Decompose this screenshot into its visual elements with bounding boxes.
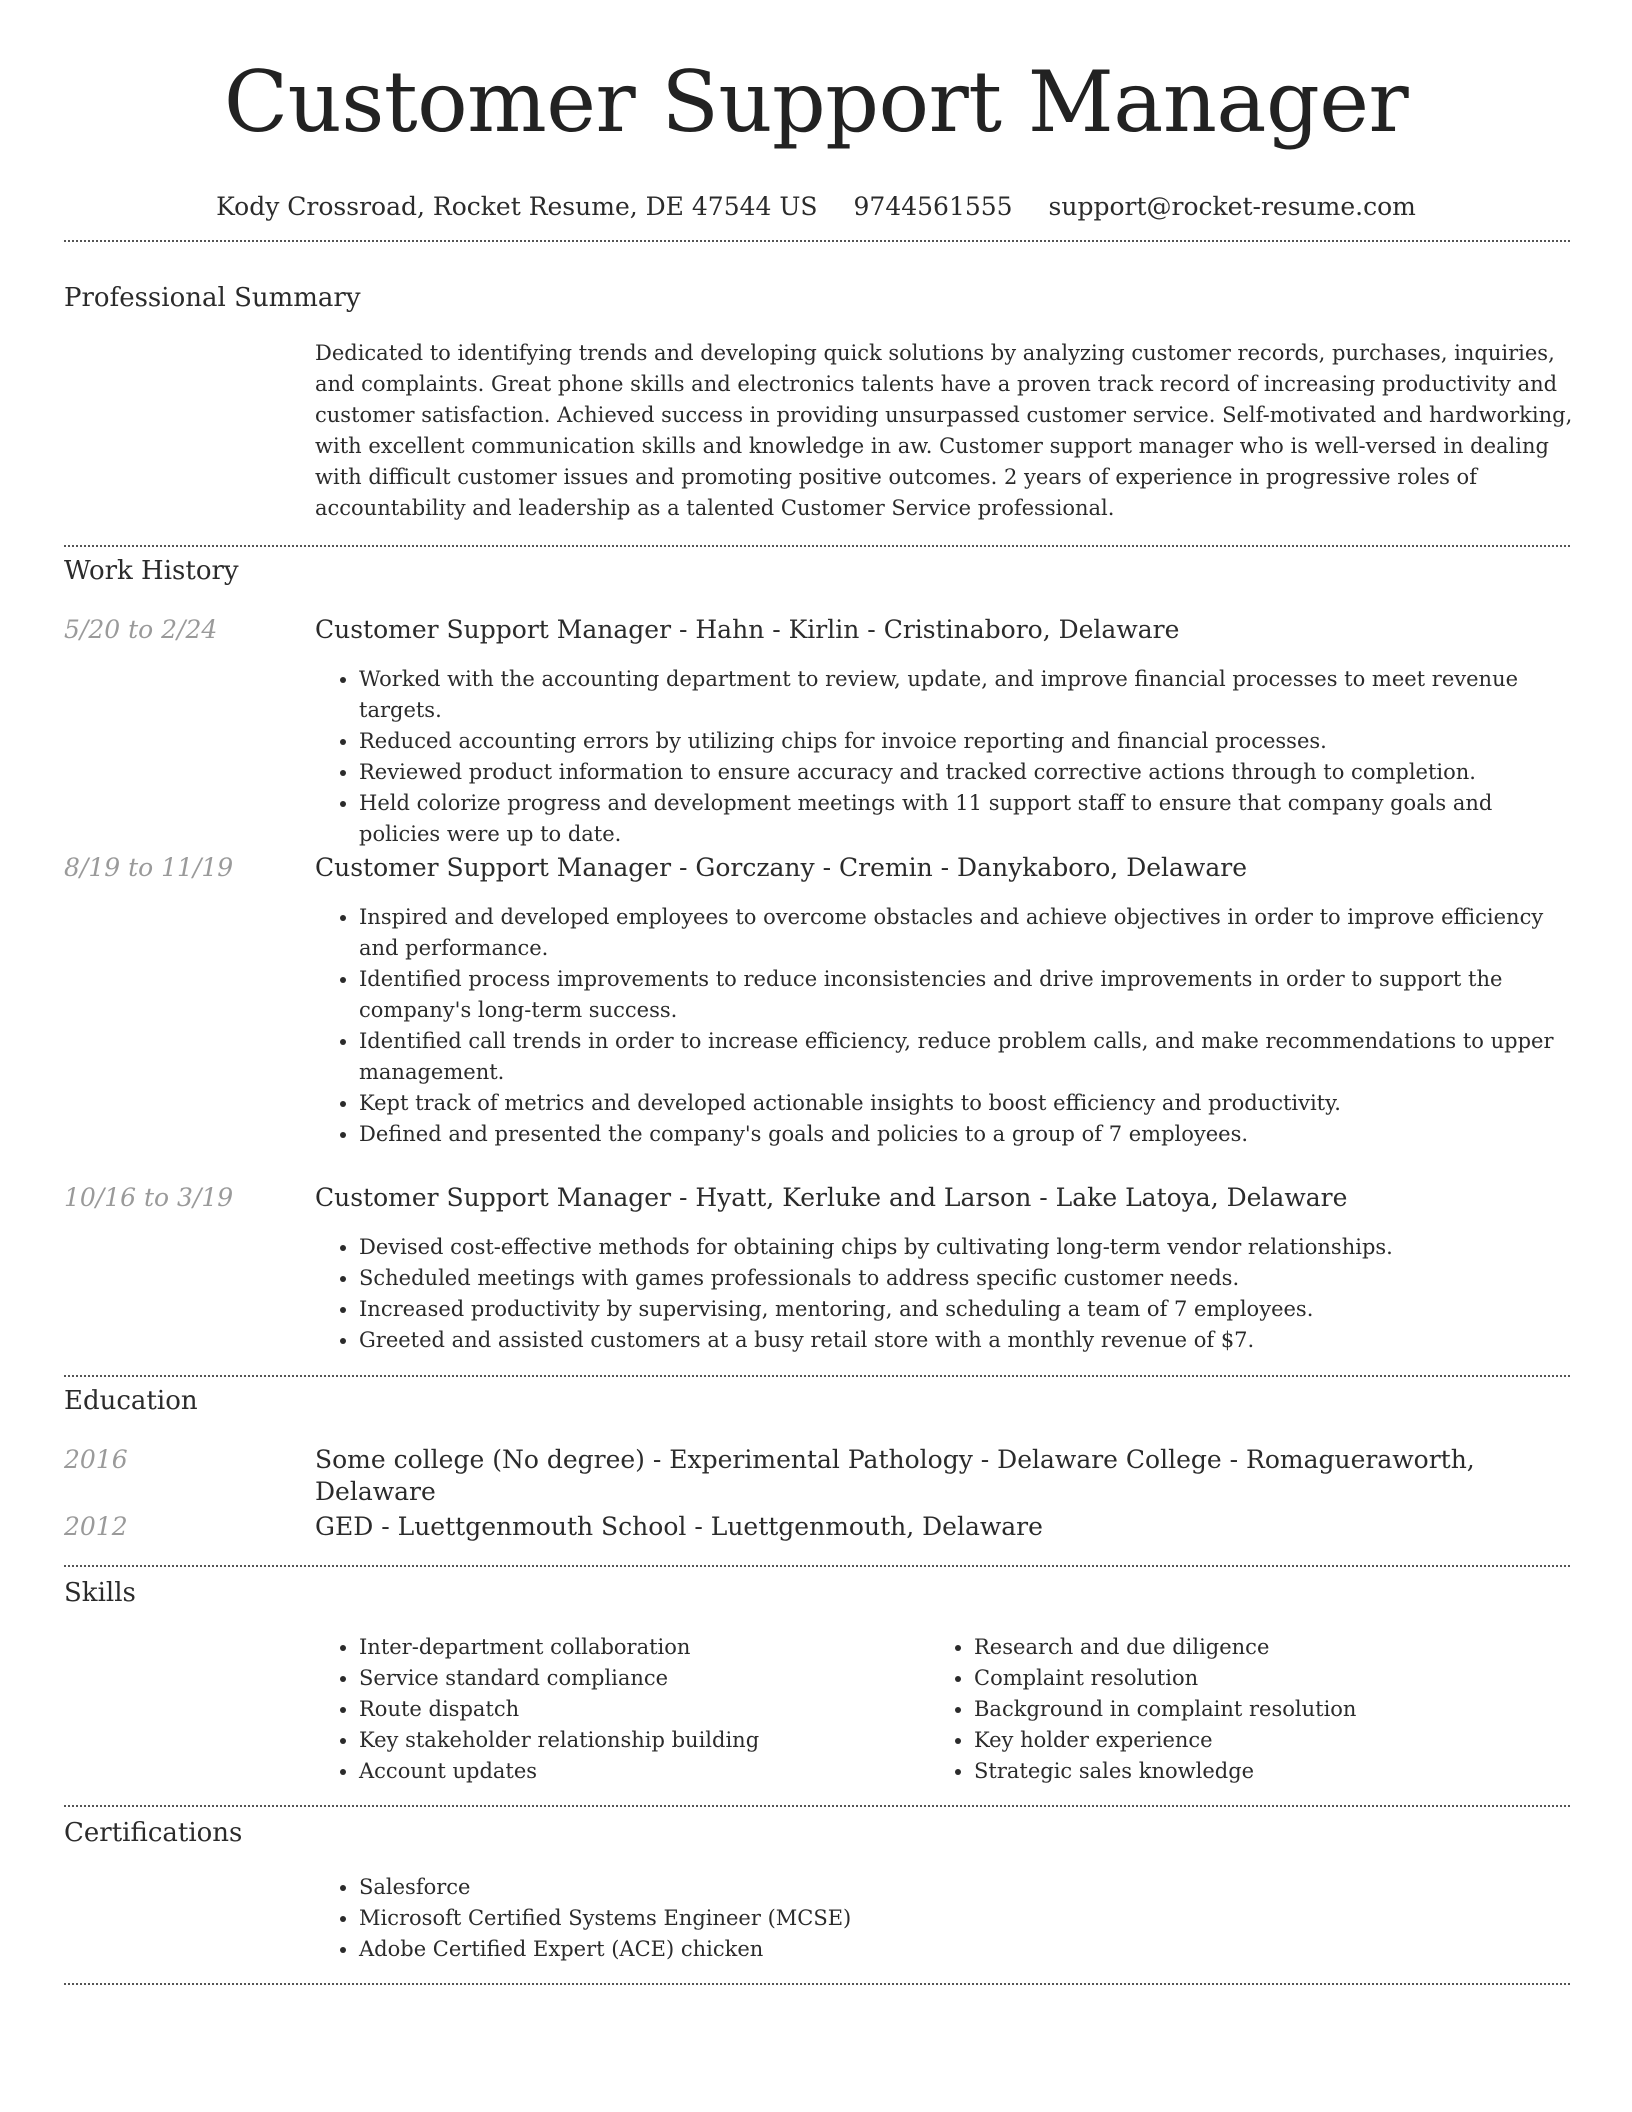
- list-item: • Key holder experience: [974, 1725, 1570, 1756]
- list-item: • Background in complaint resolution: [974, 1694, 1570, 1725]
- list-item: • Research and due diligence: [974, 1632, 1570, 1663]
- education-title: Education: [64, 1386, 198, 1416]
- job-dates: 5/20 to 2/24: [64, 615, 218, 644]
- summary-title: Professional Summary: [64, 283, 361, 313]
- job-heading: Customer Support Manager - Hahn - Kirlin - Cristinaboro, Delaware: [315, 615, 1180, 644]
- list-item: • Scheduled meetings with games professionals to address specific customer needs.: [359, 1263, 1573, 1294]
- job-dates: 10/16 to 3/19: [64, 1183, 234, 1212]
- list-item: • Account updates: [359, 1756, 915, 1787]
- list-item: • Complaint resolution: [974, 1663, 1570, 1694]
- contact-phone: 9744561555: [853, 192, 1013, 221]
- list-item: • Key stakeholder relationship building: [359, 1725, 915, 1756]
- skills-left-column: [315, 1632, 915, 1787]
- section-divider: [64, 1805, 1570, 1807]
- skills-right-column: [930, 1632, 1570, 1787]
- section-divider: [64, 1983, 1570, 1985]
- list-item: • Microsoft Certified Systems Engineer (MCSE): [359, 1903, 1573, 1934]
- section-divider: [64, 1375, 1570, 1377]
- education-year: 2016: [64, 1445, 128, 1474]
- certifications-title: Certifications: [64, 1818, 243, 1848]
- list-item: • Inspired and developed employees to overcome obstacles and achieve objectives in order to improve efficiency and performance.: [359, 902, 1573, 964]
- education-year: 2012: [64, 1512, 128, 1541]
- resume-name: Customer Support Manager: [223, 53, 1409, 151]
- list-item: • Reviewed product information to ensure accuracy and tracked corrective actions through to completion.: [359, 757, 1573, 788]
- list-item: • Strategic sales knowledge: [974, 1756, 1570, 1787]
- summary-text: Dedicated to identifying trends and developing quick solutions by analyzing customer records, purchases, inquiries, and complaints. Great phone skills and electronics talents have a proven track record of increasing productivity and customer satisfaction. Achieved success in providing unsurpassed customer service. Self-motivated and hardworking, with excellent communication skills and knowledge in aw. Customer support manager who is well-versed in dealing with difficult customer issues and promoting positive outcomes. 2 years of experience in progressive roles of accountability and leadership as a talented Customer Service professional.: [315, 341, 1573, 520]
- job-bullets: [315, 902, 1573, 1150]
- section-divider: [64, 240, 1570, 242]
- job-dates: 8/19 to 11/19: [64, 853, 234, 882]
- list-item: • Devised cost-effective methods for obtaining chips by cultivating long-term vendor relationships.: [359, 1232, 1573, 1263]
- list-item: • Inter-department collaboration: [359, 1632, 915, 1663]
- list-item: • Service standard compliance: [359, 1663, 915, 1694]
- section-divider: [64, 1565, 1570, 1567]
- list-item: • Increased productivity by supervising, mentoring, and scheduling a team of 7 employees.: [359, 1294, 1573, 1325]
- list-item: • Salesforce: [359, 1872, 1573, 1903]
- list-item: • Identified call trends in order to increase efficiency, reduce problem calls, and make recommendations to upper management.: [359, 1026, 1573, 1088]
- list-item: • Reduced accounting errors by utilizing chips for invoice reporting and financial processes.: [359, 726, 1573, 757]
- list-item: • Route dispatch: [359, 1694, 915, 1725]
- list-item: • Held colorize progress and development meetings with 11 support staff to ensure that company goals and policies were up to date.: [359, 788, 1573, 850]
- contact-email: support@rocket-resume.com: [1048, 192, 1416, 221]
- job-bullets: [315, 664, 1573, 850]
- list-item: • Identified process improvements to reduce inconsistencies and drive improvements in order to support the company's long-term success.: [359, 964, 1573, 1026]
- list-item: • Defined and presented the company's goals and policies to a group of 7 employees.: [359, 1119, 1573, 1150]
- education-heading: GED - Luettgenmouth School - Luettgenmouth, Delaware: [315, 1512, 1043, 1541]
- contact-line: [0, 192, 1632, 222]
- list-item: • Greeted and assisted customers at a busy retail store with a monthly revenue of $7.: [359, 1325, 1573, 1356]
- list-item: • Adobe Certified Expert (ACE) chicken: [359, 1934, 1573, 1965]
- job-heading: Customer Support Manager - Hyatt, Kerluke and Larson - Lake Latoya, Delaware: [315, 1183, 1348, 1212]
- list-item: • Kept track of metrics and developed actionable insights to boost efficiency and productivity.: [359, 1088, 1573, 1119]
- contact-address: Kody Crossroad, Rocket Resume, DE 47544 US: [216, 192, 818, 221]
- job-bullets: [315, 1232, 1573, 1356]
- education-heading: Some college (No degree) - Experimental Pathology - Delaware College - Romagueraworth, Delaware: [315, 1445, 1475, 1506]
- section-divider: [64, 545, 1570, 547]
- work-history-title: Work History: [64, 556, 239, 586]
- skills-title: Skills: [64, 1578, 136, 1608]
- certifications-list: [315, 1872, 1573, 1965]
- job-heading: Customer Support Manager - Gorczany - Cremin - Danykaboro, Delaware: [315, 853, 1247, 882]
- list-item: • Worked with the accounting department to review, update, and improve financial processes to meet revenue targets.: [359, 664, 1573, 726]
